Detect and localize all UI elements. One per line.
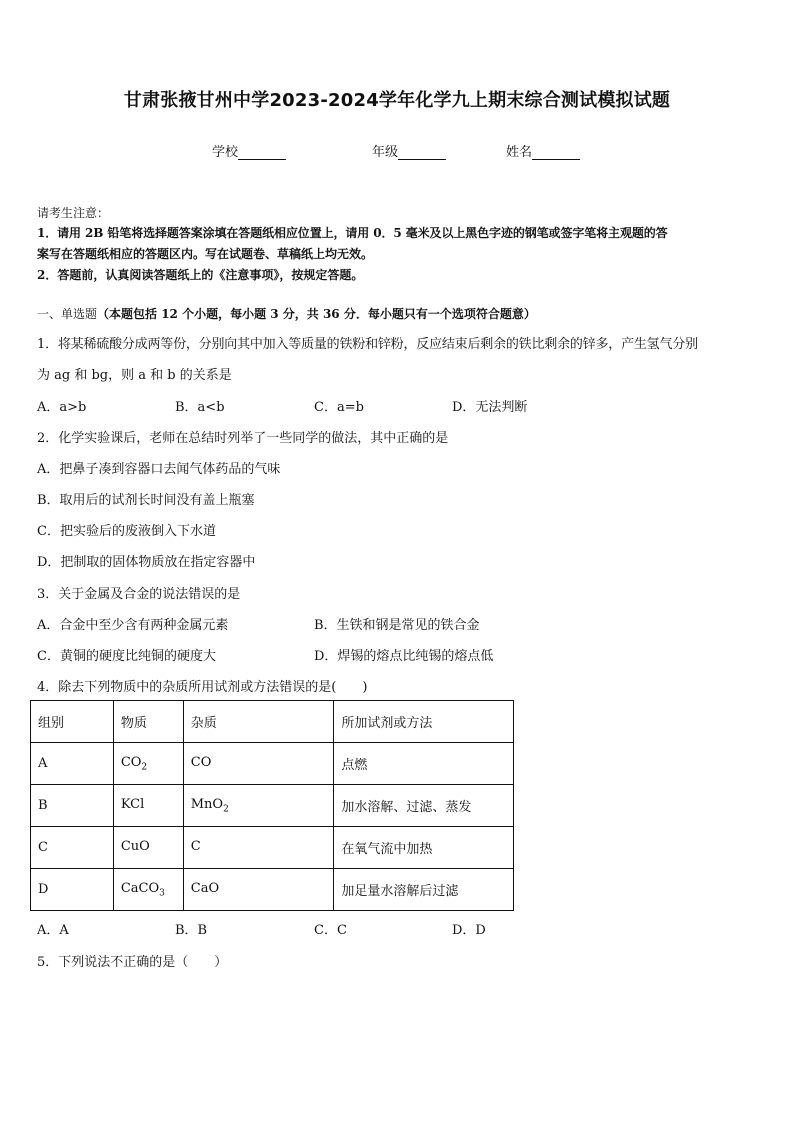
q2-stem: 2．化学实验课后，老师在总结时列举了一些同学的做法，其中正确的是 [37,431,449,446]
table-row [31,869,514,911]
cell-substance: CaCO$_3$ [113,869,183,911]
q1-option-b: B．a<b [175,400,225,415]
q1-stem-line-1: 1．将某稀硫酸分成两等份，分别向其中加入等质量的铁粉和锌粉，反应结束后剩余的铁比剩余的锌多，产生氢气分别 [37,337,698,352]
header-cell-impurity: 杂质 [183,701,334,743]
cell-method: 加足量水溶解后过滤 [334,869,514,911]
cell-group: A [31,743,114,785]
q1-option-c: C．a=b [314,400,364,415]
q2-option-d: D．把制取的固体物质放在指定容器中 [37,555,256,570]
q1-option-a: A．a>b [37,400,87,415]
table-row [31,827,514,869]
cell-group: D [31,869,114,911]
grade-blank [398,147,446,160]
notice-line-1: 1．请用 2B 铅笔将选择题答案涂填在答题纸相应位置上，请用 0．5 毫米及以上黑色字迹的钢笔或签字笔将主观题的答 [37,226,668,240]
notice-line-3: 2．答题前，认真阅读答题纸上的《注意事项》，按规定答题。 [37,268,364,282]
q4-option-b: B．B [175,923,208,938]
section-prefix: 一、单选题 [37,307,98,321]
q3-stem: 3．关于金属及合金的说法错误的是 [37,587,241,602]
name-field [506,141,580,160]
header-cell-group: 组别 [31,701,114,743]
q4-table [30,700,514,911]
table-row [31,785,514,827]
grade-field [372,141,446,160]
q3-option-a: A．合金中至少含有两种金属元素 [37,618,229,633]
cell-group: B [31,785,114,827]
cell-substance: KCl [113,785,183,827]
q1-stem-line-2: 为 ag 和 bg，则 a 和 b 的关系是 [37,368,232,383]
cell-impurity: MnO$_2$ [183,785,334,827]
cell-impurity: CaO [183,869,334,911]
q2-option-a: A．把鼻子凑到容器口去闻气体药品的气味 [37,462,281,477]
q3-option-d: D．焊锡的熔点比纯锡的熔点低 [314,649,494,664]
header-cell-substance: 物质 [113,701,183,743]
section-heading [37,305,536,322]
school-label: 学校 [212,145,239,160]
table-header-row [31,701,514,743]
name-label: 姓名 [506,145,533,160]
q4-option-d: D．D [452,923,486,938]
section-desc: （本题包括 12 个小题，每小题 3 分，共 36 分．每小题只有一个选项符合题意） [97,307,536,321]
header-cell-method: 所加试剂或方法 [334,701,514,743]
school-field [212,141,286,160]
grade-label: 年级 [372,145,399,160]
cell-impurity: C [183,827,334,869]
q1-option-d: D．无法判断 [452,400,528,415]
q3-option-b: B．生铁和钢是常见的铁合金 [314,618,480,633]
q2-option-b: B．取用后的试剂长时间没有盖上瓶塞 [37,493,255,508]
name-blank [532,147,580,160]
q4-option-a: A．A [37,923,69,938]
table-row [31,743,514,785]
cell-substance: $CO_2$ [113,743,183,785]
notice-heading: 请考生注意： [37,206,110,220]
q4-option-c: C．C [314,923,347,938]
q3-option-c: C．黄铜的硬度比纯铜的硬度大 [37,649,216,664]
q4-stem: 4．除去下列物质中的杂质所用试剂或方法错误的是( ) [37,680,368,695]
q5-stem: 5．下列说法不正确的是（ ） [37,955,228,970]
notice-line-2: 案写在答题纸相应的答题区内。写在试题卷、草稿纸上均无效。 [37,247,374,261]
cell-group: C [31,827,114,869]
school-blank [238,147,286,160]
page-title: 甘肃张掖甘州中学2023-2024学年化学九上期末综合测试模拟试题 [123,90,671,111]
cell-substance: CuO [113,827,183,869]
cell-method: 点燃 [334,743,514,785]
cell-method: 在氧气流中加热 [334,827,514,869]
cell-impurity: CO [183,743,334,785]
q2-option-c: C．把实验后的废液倒入下水道 [37,524,216,539]
cell-method: 加水溶解、过滤、蒸发 [334,785,514,827]
